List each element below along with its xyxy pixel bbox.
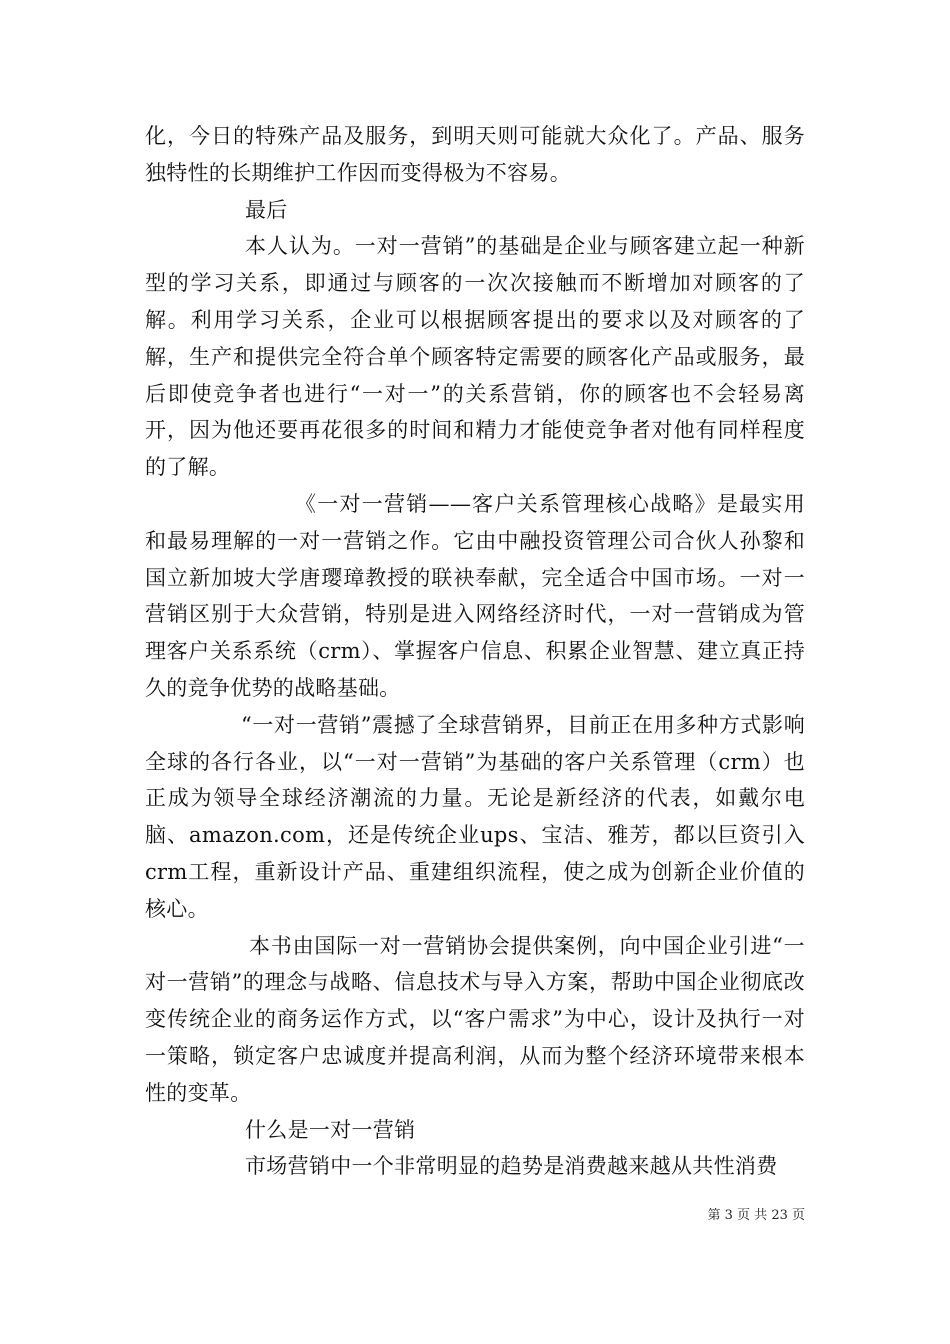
paragraph-continuation: 化，今日的特殊产品及服务，到明天则可能就大众化了。产品、服务独特性的长期维护工作因而变得极为不容易。 (145, 124, 805, 185)
heading-what-is-one-to-one: 什么是一对一营销 (245, 1117, 416, 1142)
paragraph-book-intro: 《一对一营销——客户关系管理核心战略》是最实用和最易理解的一对一营销之作。它由中融投资管理公司合伙人孙黎和国立新加坡大学唐璎璋教授的联袂奉献，完全适合中国市场。一对一营销区别于大众营销，特别是进入网络经济时代，一对一营销成为管理客户关系系统（crm）、掌握客户信息、积累企业智慧、建立真正持久的竞争优势的战略基础。 (145, 491, 805, 700)
heading-finally: 最后 (245, 197, 288, 222)
paragraph-market-trend: 市场营销中一个非常明显的趋势是消费越来越从共性消费 (245, 1154, 778, 1179)
page-number-footer: 第 3 页 共 23 页 (707, 1208, 805, 1223)
paragraph-learning-relationship: 本人认为。一对一营销”的基础是企业与顾客建立起一种新型的学习关系，即通过与顾客的一次次接触而不断增加对顾客的了解。利用学习关系，企业可以根据顾客提出的要求以及对顾客的了解，生产和提供完全符合单个顾客特定需要的顾客化产品或服务，最后即使竞争者也进行“一对一”的关系营销，你的顾客也不会轻易离开，因为他还要再花很多的时间和精力才能使竞争者对他有同样程度的了解。 (145, 234, 805, 480)
paragraph-book-cases: 本书由国际一对一营销协会提供案例，向中国企业引进“一对一营销”的理念与战略、信息技术与导入方案，帮助中国企业彻底改变传统企业的商务运作方式，以“客户需求”为中心，设计及执行一对一策略，锁定客户忠诚度并提高利润，从而为整个经济环境带来根本性的变革。 (145, 933, 805, 1105)
document-body (145, 118, 805, 1185)
paragraph-global-impact: “一对一营销”震撼了全球营销界，目前正在用多种方式影响全球的各行各业，以“一对一营销”为基础的客户关系管理（crm）也正成为领导全球经济潮流的力量。无论是新经济的代表，如戴尔电脑、amazon.com，还是传统企业ups、宝洁、雅芳，都以巨资引入crm工程，重新设计产品、重建组织流程，使之成为创新企业价值的核心。 (145, 712, 805, 921)
